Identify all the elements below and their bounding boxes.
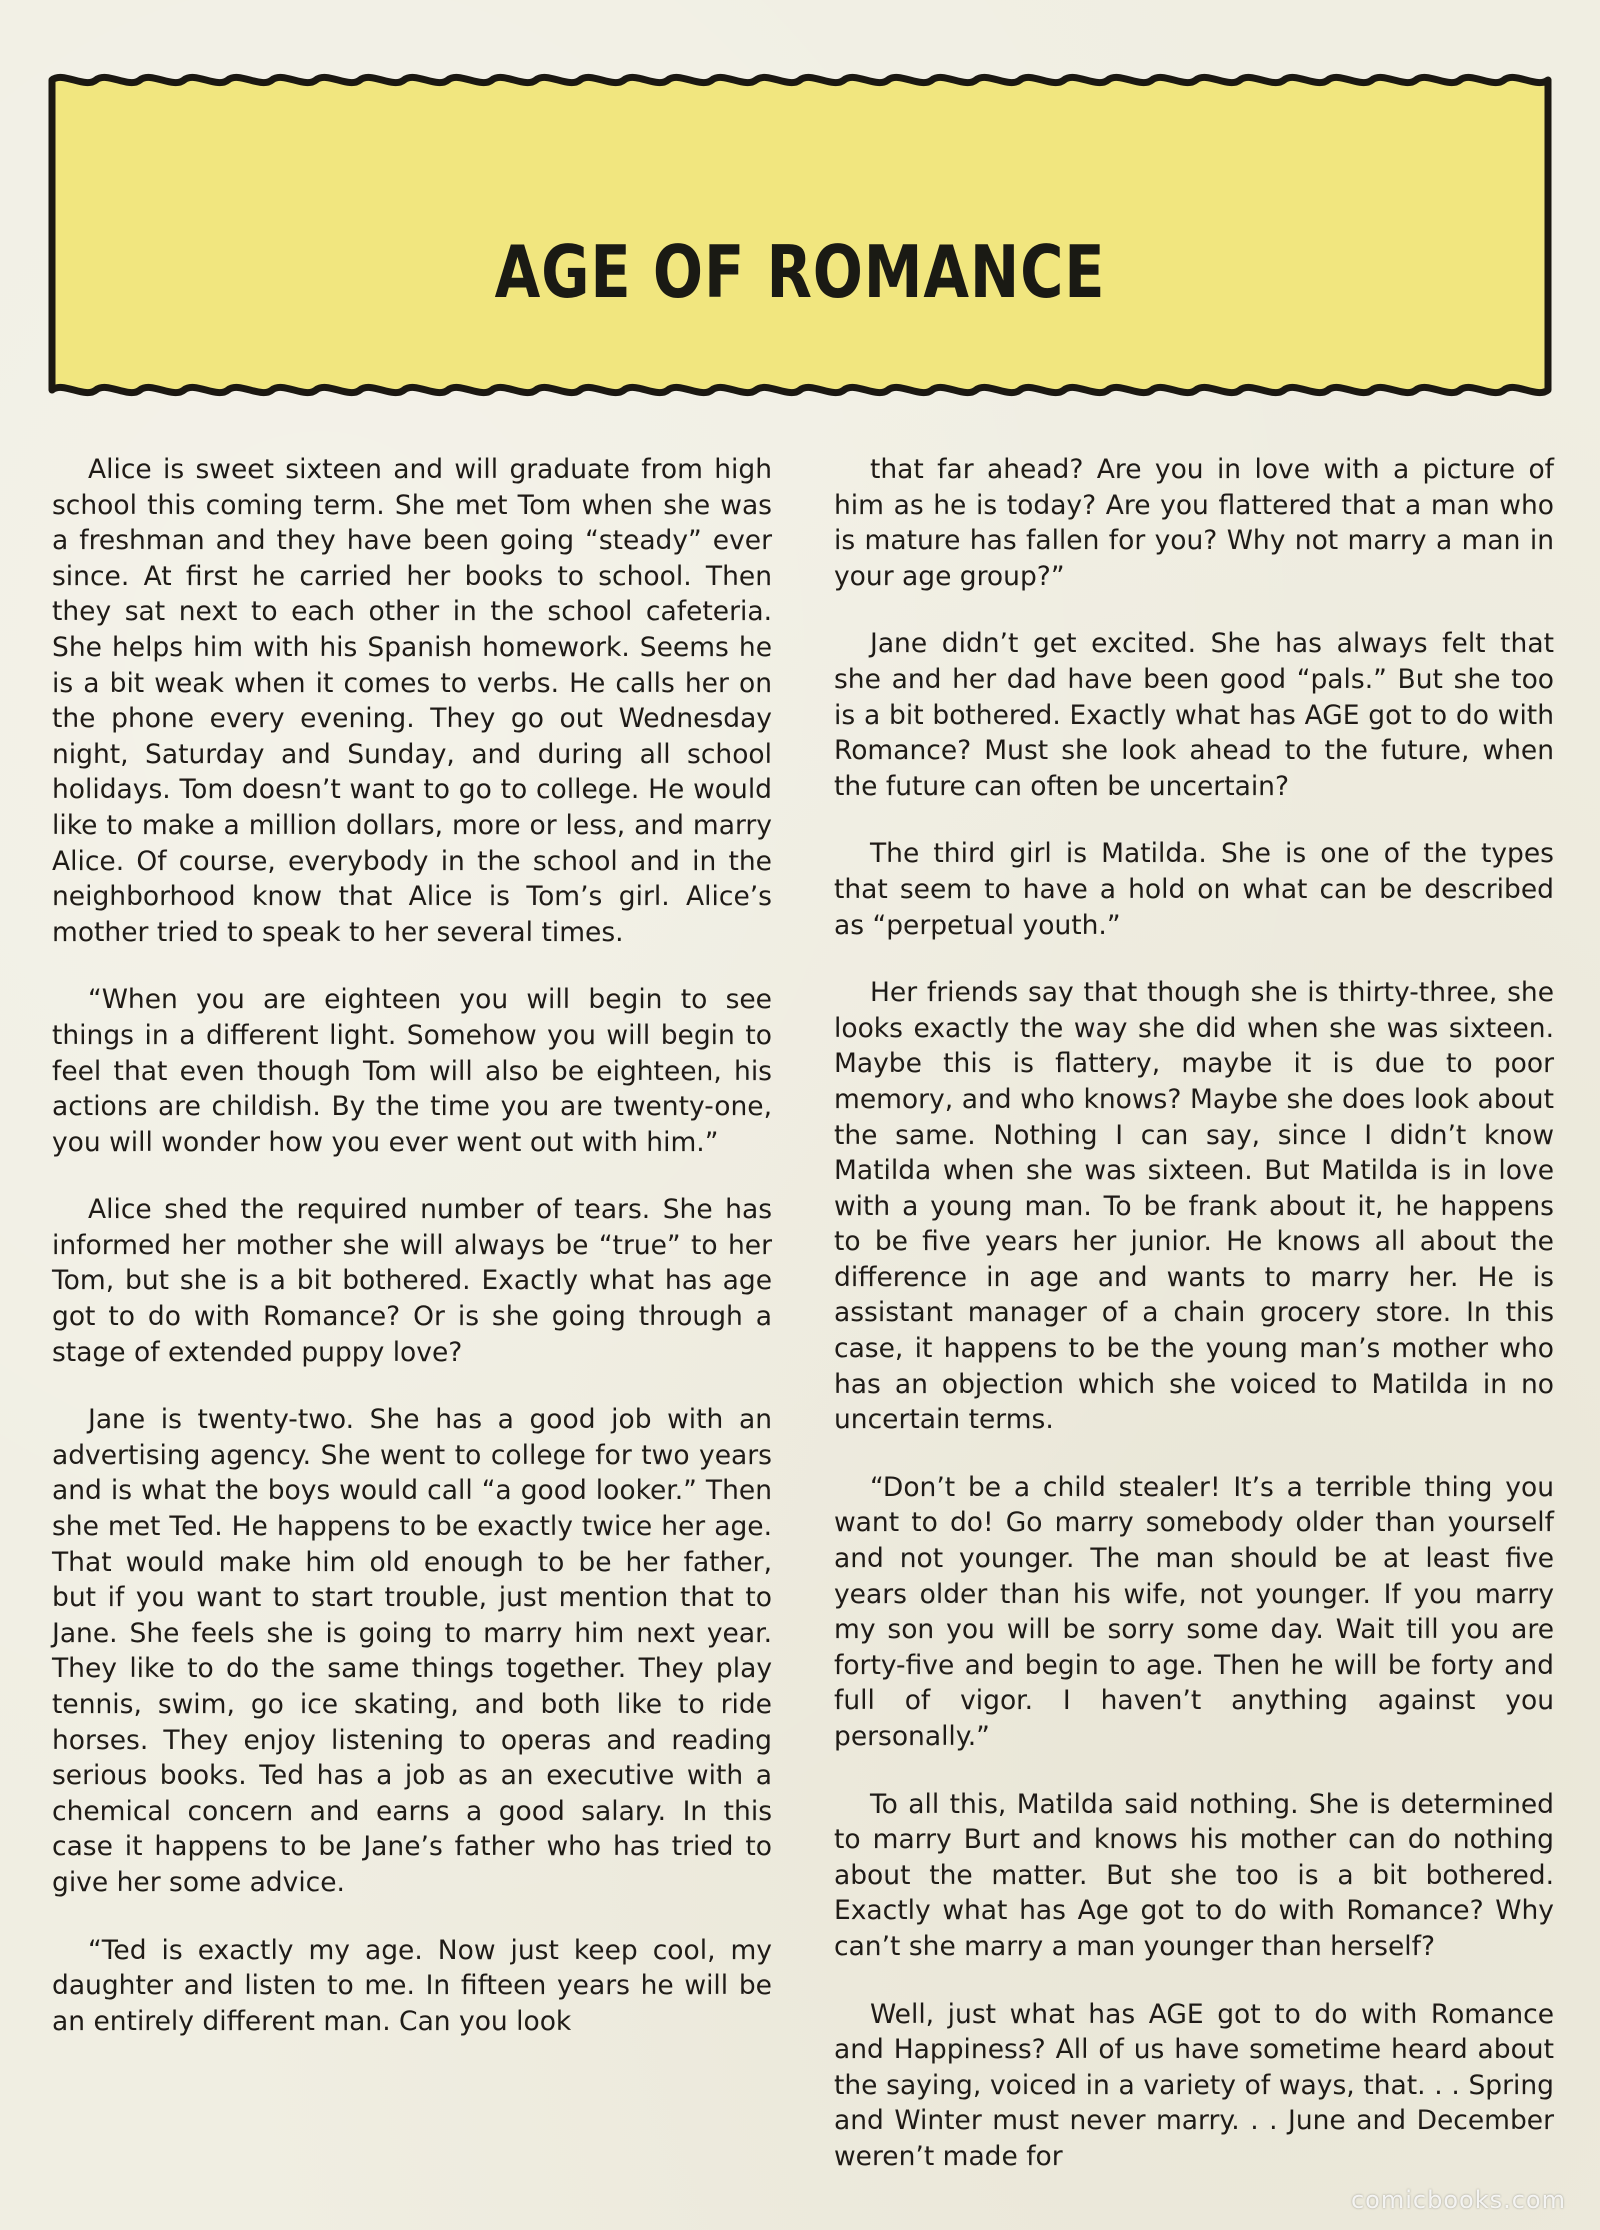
paragraph: Her friends say that though she is thirty-three, she looks exactly the way she did when she was sixteen. Maybe this is flattery, maybe it is due to poor memory, and who knows? Maybe she does look about the same. Nothing I can say, since I didn’t know Matilda when she was sixteen. But Matilda is in love with a young man. To be frank about it, he happens to be five years her junior. He knows all about the difference in age and wants to marry her. He is assistant manager of a chain grocery store. In this case, it happens to be the young man’s mother who has an objection which she voiced to Matilda in no uncertain terms. <box>834 977 1554 1436</box>
paragraph: Alice is sweet sixteen and will graduate from high school this coming term. She met Tom when she was a freshman and they have been going “steady” ever since. At first he carried her books to school. Then they sat next to each other in the school cafeteria. She helps him with his Spanish homework. Seems he is a bit weak when it comes to verbs. He calls her on the phone every evening. They go out Wednesday night, Saturday and Sunday, and during all school holidays. Tom doesn’t want to go to college. He would like to make a million dollars, more or less, and marry Alice. Of course, everybody in the school and in the neighborhood know that Alice is Tom’s girl. Alice’s mother tried to speak to her several times. <box>52 454 772 948</box>
paragraph: Alice shed the required number of tears. She has informed her mother she will always be “true” to her Tom, but she is a bit bothered. Exactly what has age got to do with Romance? Or is she going through a stage of extended puppy love? <box>52 1194 772 1368</box>
paragraph: “Don’t be a child stealer! It’s a terrible thing you want to do! Go marry somebody older than yourself and not younger. The man should be at least five years older than his wife, not younger. If you marry my son you will be sorry some day. Wait till you are forty-five and begin to age. Then he will be forty and full of vigor. I haven’t anything against you personally.” <box>834 1471 1554 1752</box>
left-column <box>52 452 772 2071</box>
title-banner <box>48 58 1552 412</box>
page-title: AGE OF ROMANCE <box>494 230 1106 314</box>
paragraph: “Ted is exactly my age. Now just keep cool, my daughter and listen to me. In fifteen years he will be an entirely different man. Can you look <box>52 1934 772 2037</box>
paragraph: that far ahead? Are you in love with a picture of him as he is today? Are you flattered that a man who is mature has fallen for you? Why not marry a man in your age group?” <box>834 454 1554 592</box>
paragraph: To all this, Matilda said nothing. She is determined to marry Burt and knows his mother can do nothing about the matter. But she too is a bit bothered. Exactly what has Age got to do with Romance? Why can’t she marry a man younger than herself? <box>834 1788 1554 1962</box>
paragraph: The third girl is Matilda. She is one of the types that seem to have a hold on what can be described as “perpetual youth.” <box>834 838 1554 941</box>
watermark-text: comicbooks.com <box>1350 2186 1566 2214</box>
paragraph: “When you are eighteen you will begin to see things in a different light. Somehow you will begin to feel that even though Tom will also be eighteen, his actions are childish. By the time you are twenty-one, you will wonder how you ever went out with him.” <box>52 984 772 1158</box>
paragraph: Well, just what has AGE got to do with Romance and Happiness? All of us have sometime heard about the saying, voiced in a variety of ways, that. . . Spring and Winter must never marry. . . June and December weren’t made for <box>834 1998 1554 2172</box>
paragraph: Jane is twenty-two. She has a good job with an advertising agency. She went to college for two years and is what the boys would call “a good looker.” Then she met Ted. He happens to be exactly twice her age. That would make him old enough to be her father, but if you want to start trouble, just mention that to Jane. She feels she is going to marry him next year. They like to do the same things together. They play tennis, swim, go ice skating, and both like to ride horses. They enjoy listening to operas and reading serious books. Ted has a job as an executive with a chemical concern and earns a good salary. In this case it happens to be Jane’s father who has tried to give her some advice. <box>52 1404 772 1898</box>
article-body <box>52 452 1552 2212</box>
right-column <box>834 452 1554 2207</box>
paragraph: Jane didn’t get excited. She has always felt that she and her dad have been good “pals.” But she too is a bit bothered. Exactly what has AGE got to do with Romance? Must she look ahead to the future, when the future can often be uncertain? <box>834 628 1554 802</box>
